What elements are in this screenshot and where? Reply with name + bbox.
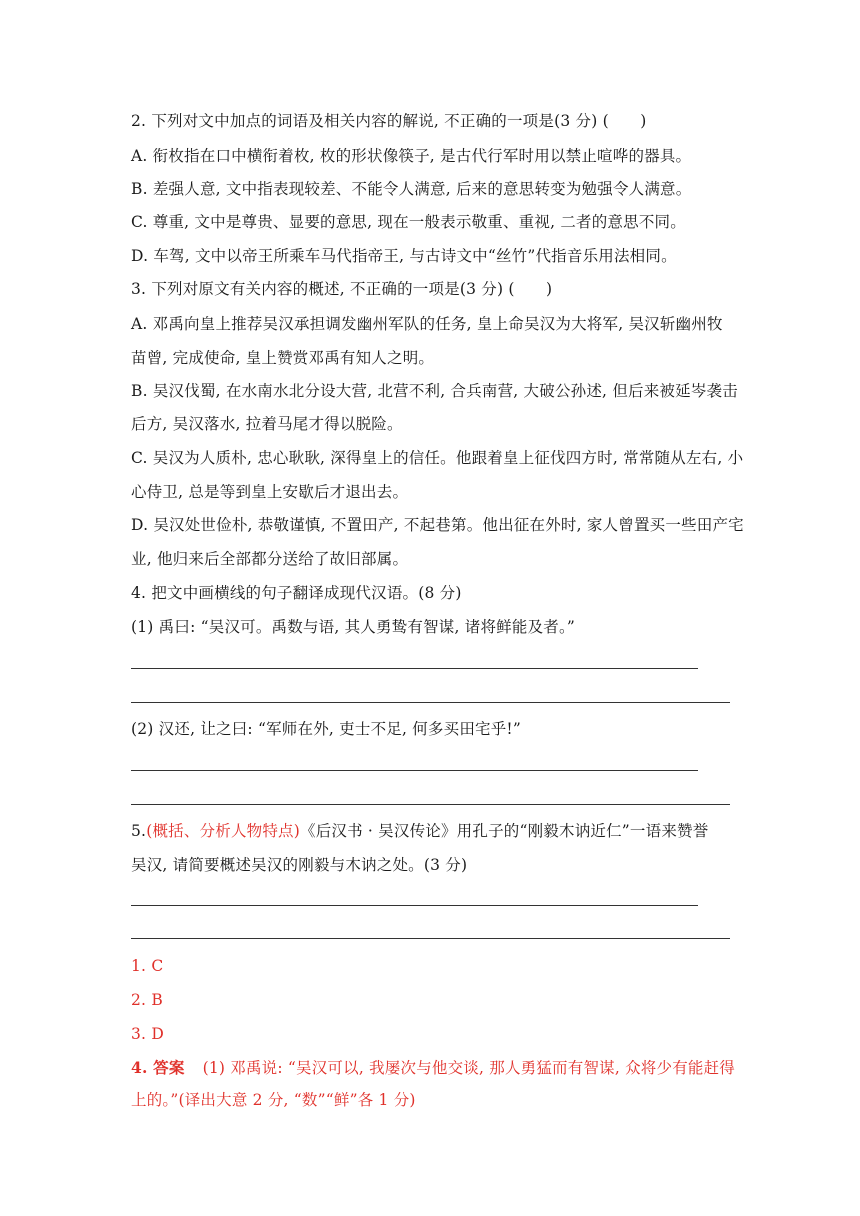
q5-stem-line2: 吴汉, 请简要概述吴汉的刚毅与木讷之处。(3 分) xyxy=(131,856,468,874)
q3-option-a-line2: 苗曾, 完成使命, 皇上赞赏邓禹有知人之明。 xyxy=(131,349,435,367)
answer-2: 2. B xyxy=(131,991,163,1009)
q4-stem: 4. 把文中画横线的句子翻译成现代汉语。(8 分) xyxy=(131,584,462,602)
q3-option-a-line1: A. 邓禹向皇上推荐吴汉承担调发幽州军队的任务, 皇上命吴汉为大将军, 吴汉斩幽州牧 xyxy=(131,315,723,333)
q5-stem-text: 《后汉书 · 吴汉传论》用孔子的“刚毅木讷近仁”一语来赞誉 xyxy=(300,822,709,840)
q3-option-b-line1: B. 吴汉伐蜀, 在水南水北分设大营, 北营不利, 合兵南营, 大破公孙述, 但后来被延岑袭击 xyxy=(131,382,738,400)
answer-blank-line xyxy=(131,668,698,669)
answer-3: 3. D xyxy=(131,1025,164,1043)
answer-4-label: 4. 答案 xyxy=(131,1058,185,1077)
q3-option-c-line1: C. 吴汉为人质朴, 忠心耿耿, 深得皇上的信任。他跟着皇上征伐四方时, 常常随从左右, 小 xyxy=(131,449,744,467)
q2-option-a: A. 衔枚指在口中横衔着枚, 枚的形状像筷子, 是古代行军时用以禁止喧哗的器具。 xyxy=(131,147,692,165)
q3-option-d-line1: D. 吴汉处世俭朴, 恭敬谨慎, 不置田产, 不起巷第。他出征在外时, 家人曾置买一些田产宅 xyxy=(131,516,744,534)
answer-4-line1 xyxy=(131,1057,735,1079)
answer-blank-line xyxy=(131,804,730,805)
answer-4-line2: 上的。”(译出大意 2 分, “数”“鲜”各 1 分) xyxy=(131,1091,416,1109)
q3-option-c-line2: 心侍卫, 总是等到皇上安歇后才退出去。 xyxy=(131,483,409,501)
q3-option-d-line2: 业, 他归来后全部都分送给了故旧部属。 xyxy=(131,550,409,568)
answer-blank-line xyxy=(131,938,730,939)
answer-blank-line xyxy=(131,702,730,703)
q2-option-b: B. 差强人意, 文中指表现较差、不能令人满意, 后来的意思转变为勉强令人满意。 xyxy=(131,180,692,198)
answer-blank-line xyxy=(131,770,698,771)
q3-option-b-line2: 后方, 吴汉落水, 拉着马尾才得以脱险。 xyxy=(131,415,403,433)
q5-number: 5. xyxy=(131,822,147,840)
q4-sentence-2: (2) 汉还, 让之曰: “军师在外, 吏士不足, 何多买田宅乎!” xyxy=(131,720,521,738)
q3-stem: 3. 下列对原文有关内容的概述, 不正确的一项是(3 分) ( ) xyxy=(131,280,553,298)
q2-option-d: D. 车驾, 文中以帝王所乘车马代指帝王, 与古诗文中“丝竹”代指音乐用法相同。 xyxy=(131,247,677,265)
q2-stem: 2. 下列对文中加点的词语及相关内容的解说, 不正确的一项是(3 分) ( ) xyxy=(131,112,647,130)
answer-4-text: (1) 邓禹说: “吴汉可以, 我屡次与他交谈, 那人勇猛而有智谋, 众将少有能赶得 xyxy=(202,1059,735,1077)
q5-skill-tag: (概括、分析人物特点) xyxy=(146,822,300,840)
answer-blank-line xyxy=(131,905,698,906)
q2-option-c: C. 尊重, 文中是尊贵、显要的意思, 现在一般表示敬重、重视, 二者的意思不同。 xyxy=(131,213,686,231)
q4-sentence-1: (1) 禹曰: “吴汉可。禹数与语, 其人勇鸷有智谋, 诸将鲜能及者。” xyxy=(131,618,576,636)
answer-1: 1. C xyxy=(131,957,164,975)
q5-stem-line1 xyxy=(131,820,708,842)
